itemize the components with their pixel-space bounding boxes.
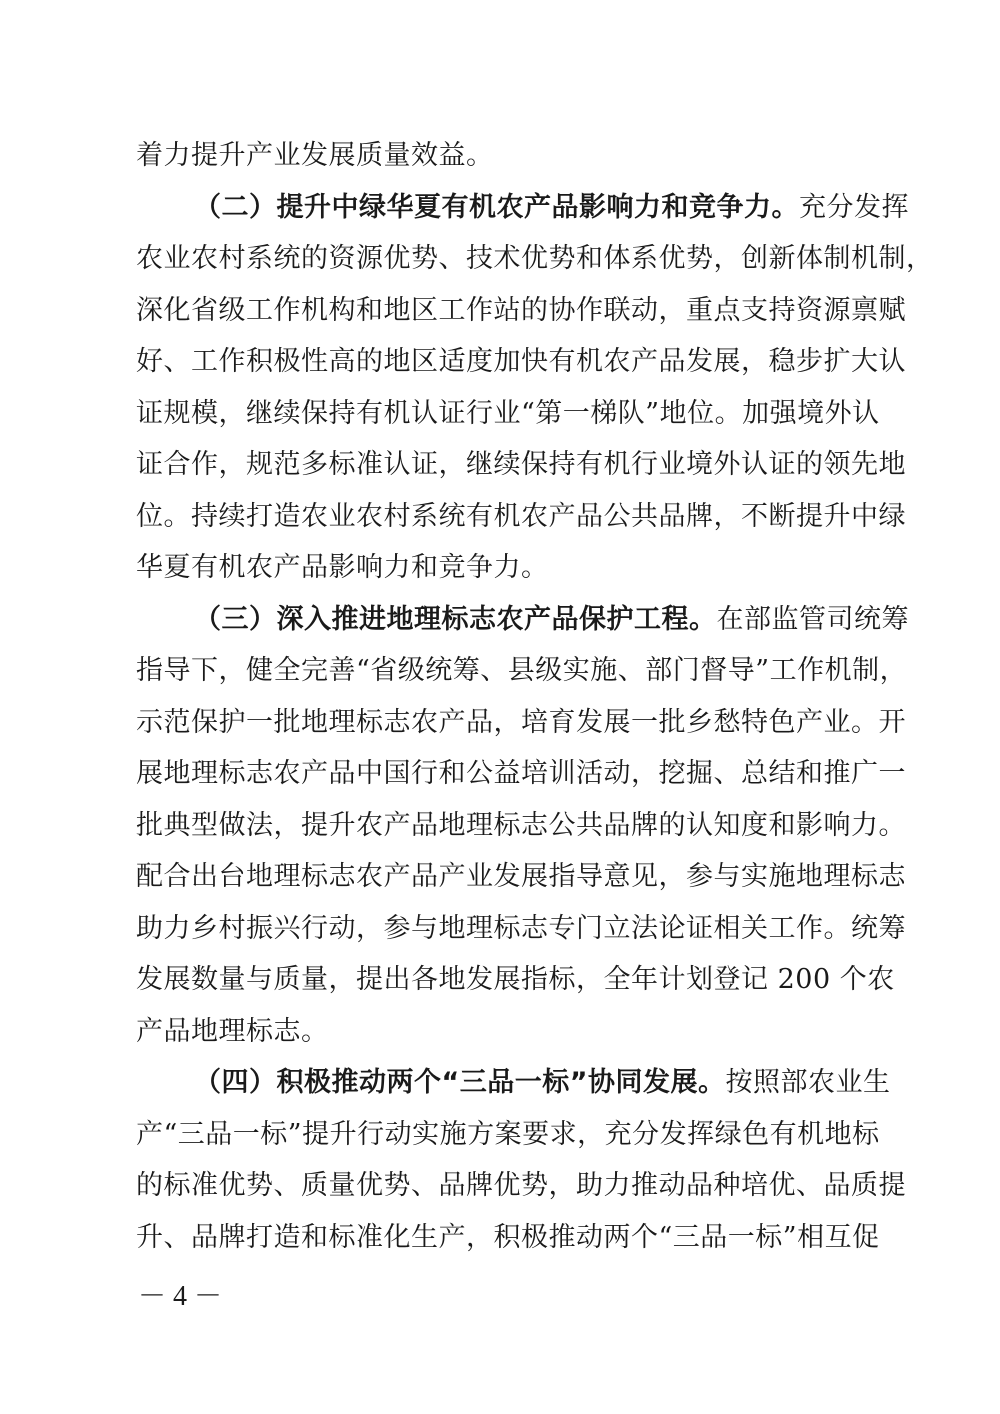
section-4-line: 的标准优势、质量优势、品牌优势，助力推动品种培优、品质提	[136, 1170, 906, 1201]
section-3-first-line-text: 在部监管司统筹	[716, 603, 909, 635]
section-4-heading: （四）积极推动两个“三品一标”协同发展。	[194, 1067, 726, 1098]
section-4-line: 升、品牌打造和标准化生产，积极推动两个“三品一标”相互促	[136, 1221, 880, 1253]
section-2-line: 位。持续打造农业农村系统有机农产品公共品牌，不断提升中绿	[136, 500, 906, 532]
section-2-first-line-text: 充分发挥	[799, 191, 909, 223]
section-3-line: 指导下，健全完善“省级统筹、县级实施、部门督导”工作机制，	[136, 655, 908, 686]
section-4-line: 产“三品一标”提升行动实施方案要求，充分发挥绿色有机地标	[136, 1118, 880, 1150]
section-3-line: 助力乡村振兴行动，参与地理标志专门立法论证相关工作。统筹	[136, 912, 906, 944]
section-2-line: 证规模，继续保持有机认证行业“第一梯队”地位。加强境外认	[136, 397, 880, 429]
section-2-line: 好、工作积极性高的地区适度加快有机农产品发展，稳步扩大认	[136, 346, 906, 377]
section-2-line: 农业农村系统的资源优势、技术优势和体系优势，创新体制机制，	[136, 243, 934, 274]
section-3-line: 批典型做法，提升农产品地理标志公共品牌的认知度和影响力。	[136, 809, 906, 841]
section-2-heading: （二）提升中绿华夏有机农产品影响力和竞争力。	[194, 191, 799, 223]
section-3-first-line	[136, 594, 909, 646]
page-number: － 4 －	[138, 1281, 223, 1312]
section-3-line: 展地理标志农产品中国行和公益培训活动，挖掘、总结和推广一	[136, 758, 906, 789]
section-2-line: 证合作，规范多标准认证，继续保持有机行业境外认证的领先地	[136, 449, 906, 480]
section-2-first-line	[136, 182, 909, 234]
paragraph-continuation-line: 着力提升产业发展质量效益。	[136, 140, 494, 171]
section-3-line: 示范保护一批地理标志农产品，培育发展一批乡愁特色产业。开	[136, 706, 906, 738]
section-3-line: 配合出台地理标志农产品产业发展指导意见，参与实施地理标志	[136, 861, 906, 892]
section-3-line: 发展数量与质量，提出各地发展指标，全年计划登记 200 个农	[136, 964, 895, 995]
section-2-line: 深化省级工作机构和地区工作站的协作联动，重点支持资源禀赋	[136, 294, 906, 326]
section-4-first-line-text: 按照部农业生	[725, 1067, 891, 1098]
section-3-line: 产品地理标志。	[136, 1015, 329, 1047]
section-3-heading: （三）深入推进地理标志农产品保护工程。	[194, 603, 717, 635]
section-4-first-line	[136, 1057, 891, 1109]
section-2-line: 华夏有机农产品影响力和竞争力。	[136, 552, 549, 583]
body-text	[136, 130, 934, 1263]
